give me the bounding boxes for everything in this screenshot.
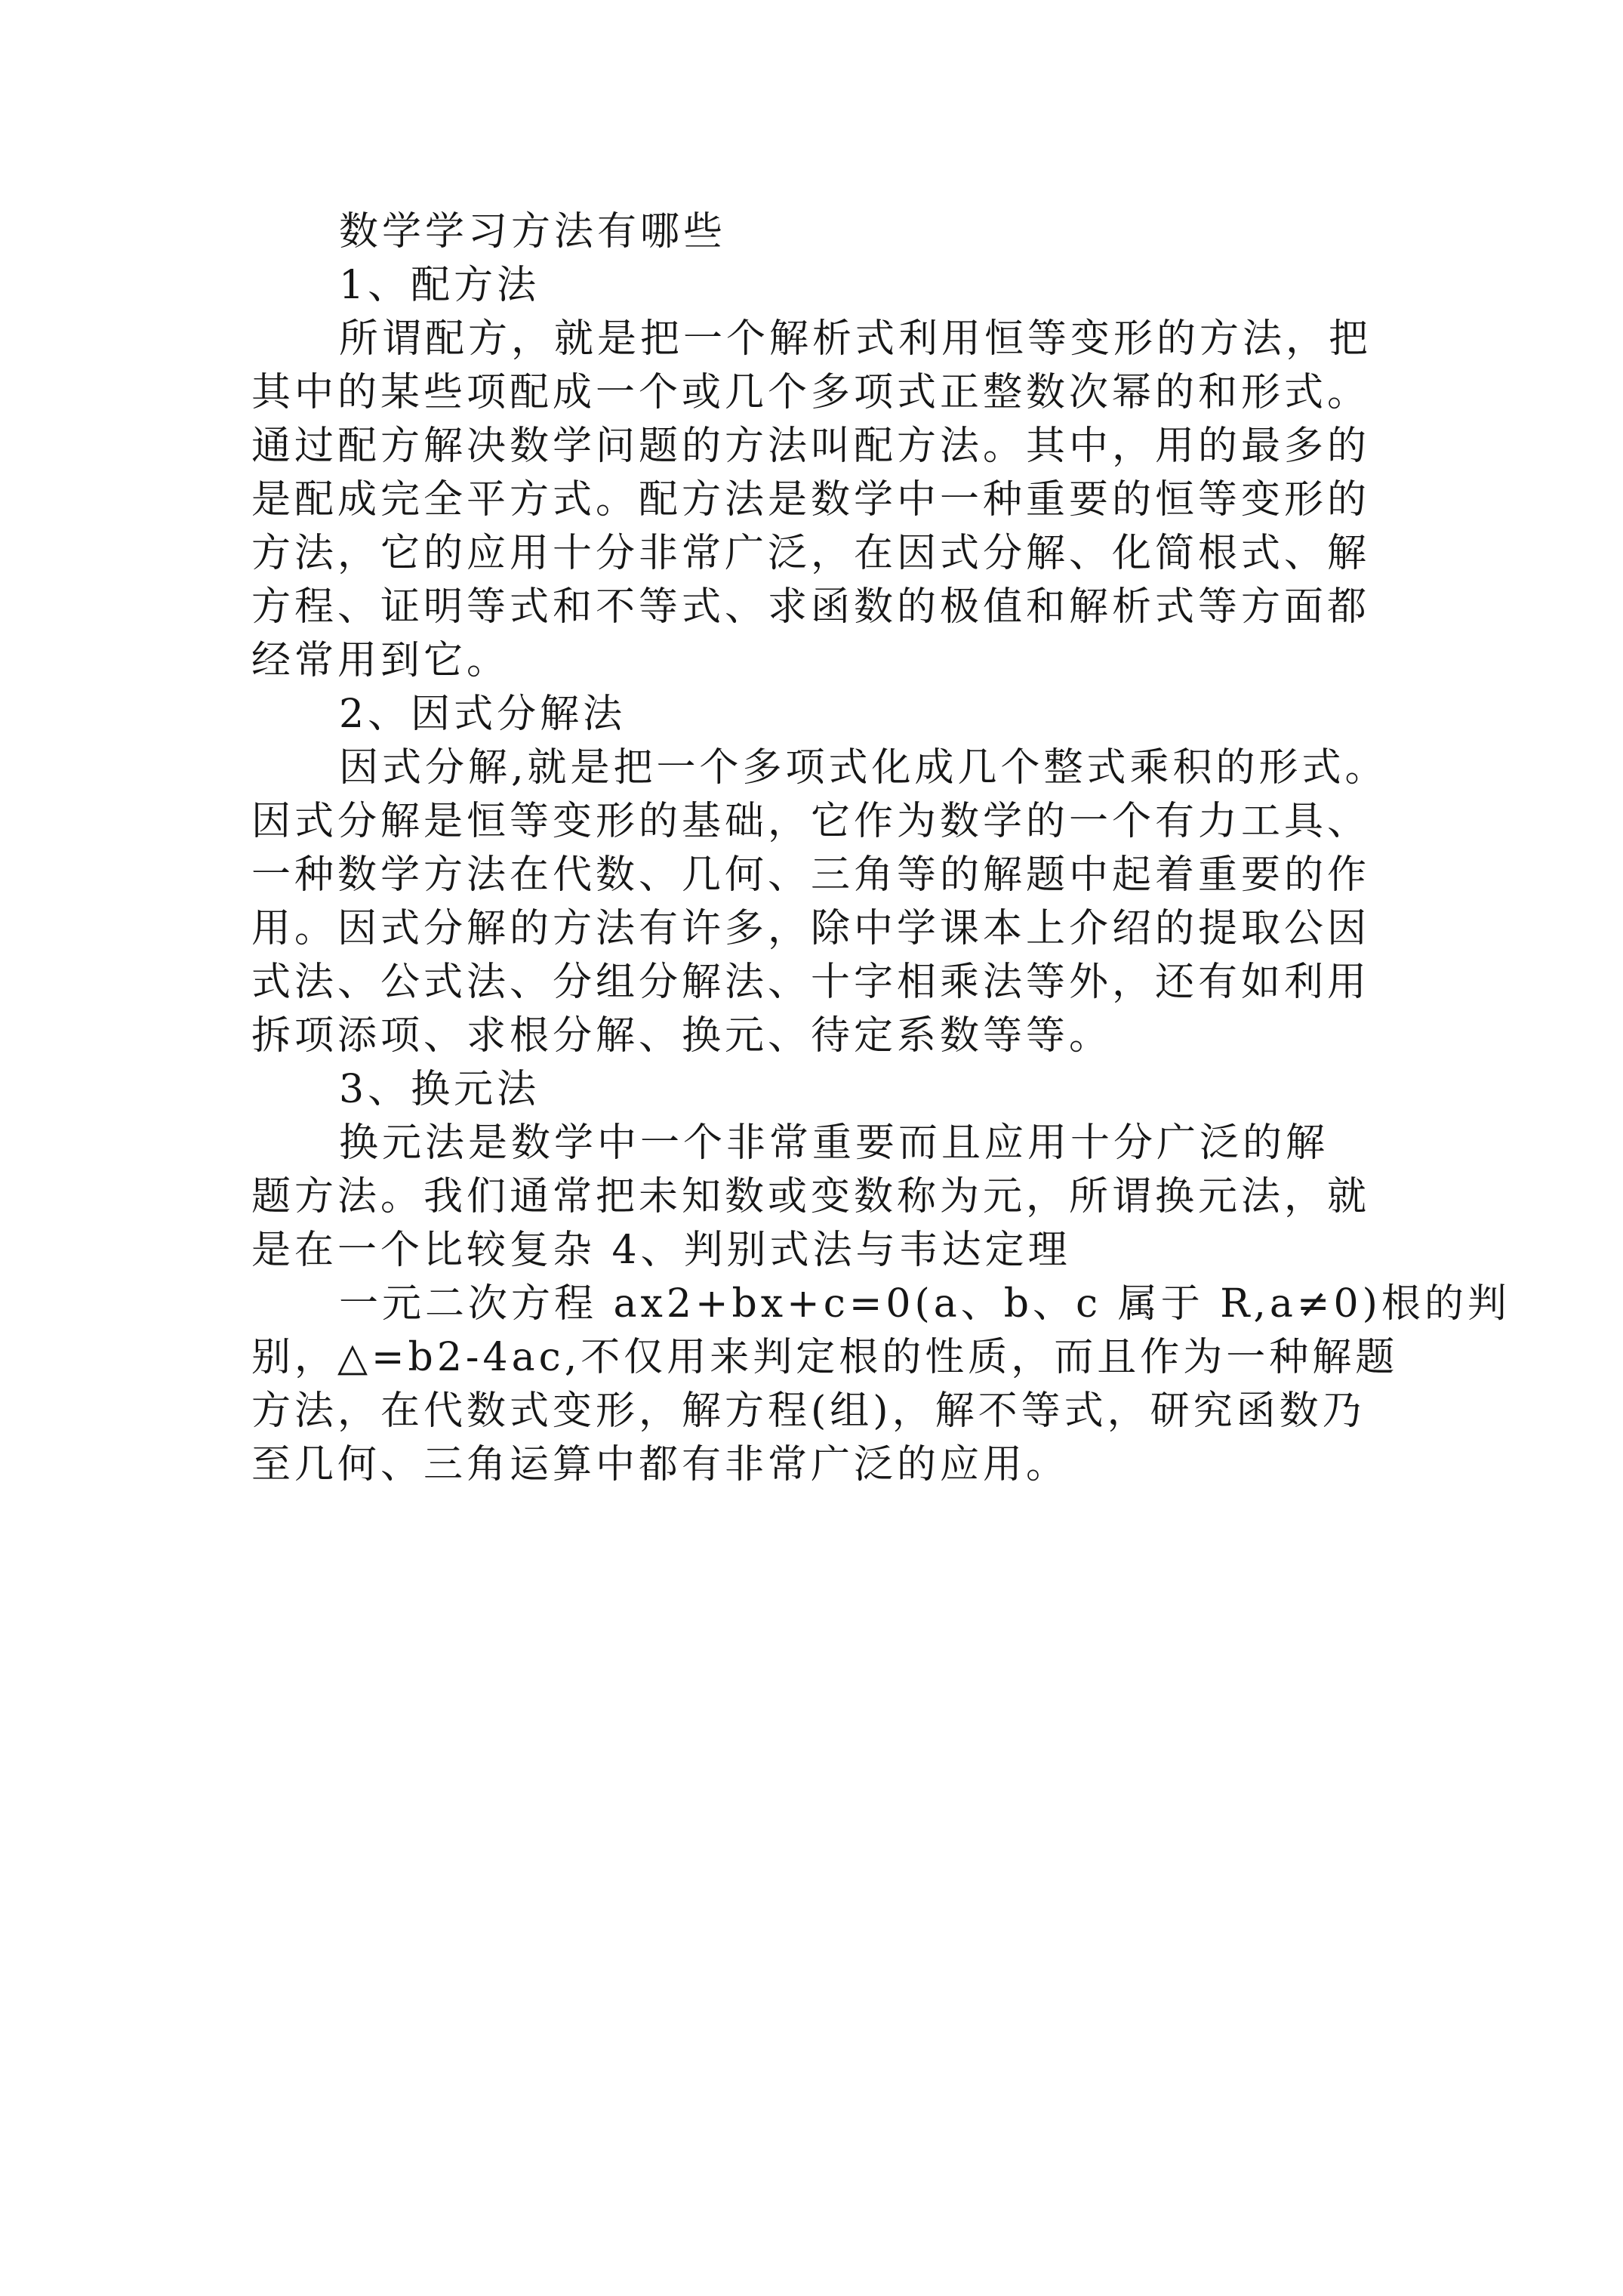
paragraph-line: 方程、证明等式和不等式、求函数的极值和解析式等方面都 [251,584,1371,630]
document-title: 数学学习方法有哪些 [339,209,727,254]
paragraph-line: 是配成完全平方式。配方法是数学中一种重要的恒等变形的 [251,477,1371,522]
paragraph-line: 一元二次方程 ax2+bx+c=0(a、b、c 属于 R,a≠0)根的判 [339,1281,1511,1327]
paragraph-line: 是在一个比较复杂 4、判别式法与韦达定理 [251,1228,1071,1273]
paragraph-line: 题方法。我们通常把未知数或变数称为元，所谓换元法，就 [251,1174,1371,1219]
section-heading: 2、因式分解法 [339,692,627,737]
paragraph-line: 因式分解,就是把一个多项式化成几个整式乘积的形式。 [339,745,1388,791]
paragraph-line: 至几何、三角运算中都有非常广泛的应用。 [251,1442,1070,1487]
paragraph-line: 因式分解是恒等变形的基础，它作为数学的一个有力工具、 [251,799,1371,844]
section-heading: 3、换元法 [339,1067,540,1112]
paragraph-line: 拆项添项、求根分解、换元、待定系数等等。 [251,1013,1113,1059]
paragraph [251,1117,1399,1277]
paragraph-line: 换元法是数学中一个非常重要而且应用十分广泛的解 [339,1120,1329,1166]
document-body [251,205,1511,1492]
paragraph-line: 别，△=b2-4ac,不仅用来判定根的性质，而且作为一种解题 [251,1335,1399,1380]
paragraph-line: 方法，在代数式变形，解方程(组)，解不等式，研究函数乃 [251,1388,1366,1434]
paragraph-line: 用。因式分解的方法有许多，除中学课本上介绍的提取公因 [251,906,1371,951]
section-heading: 1、配方法 [339,263,540,308]
paragraph-line: 式法、公式法、分组分解法、十字相乘法等外，还有如利用 [251,960,1371,1005]
paragraph [251,313,1399,688]
paragraph [251,741,1399,1063]
paragraph [251,1277,1511,1492]
paragraph-line: 通过配方解决数学问题的方法叫配方法。其中，用的最多的 [251,424,1371,469]
paragraph-line: 所谓配方，就是把一个解析式利用恒等变形的方法，把 [339,316,1372,362]
paragraph-line: 方法，它的应用十分非常广泛，在因式分解、化简根式、解 [251,531,1371,576]
paragraph-line: 其中的某些项配成一个或几个多项式正整数次幂的和形式。 [251,370,1371,415]
paragraph-line: 一种数学方法在代数、几何、三角等的解题中起着重要的作 [251,852,1371,898]
paragraph-line: 经常用到它。 [251,638,510,683]
